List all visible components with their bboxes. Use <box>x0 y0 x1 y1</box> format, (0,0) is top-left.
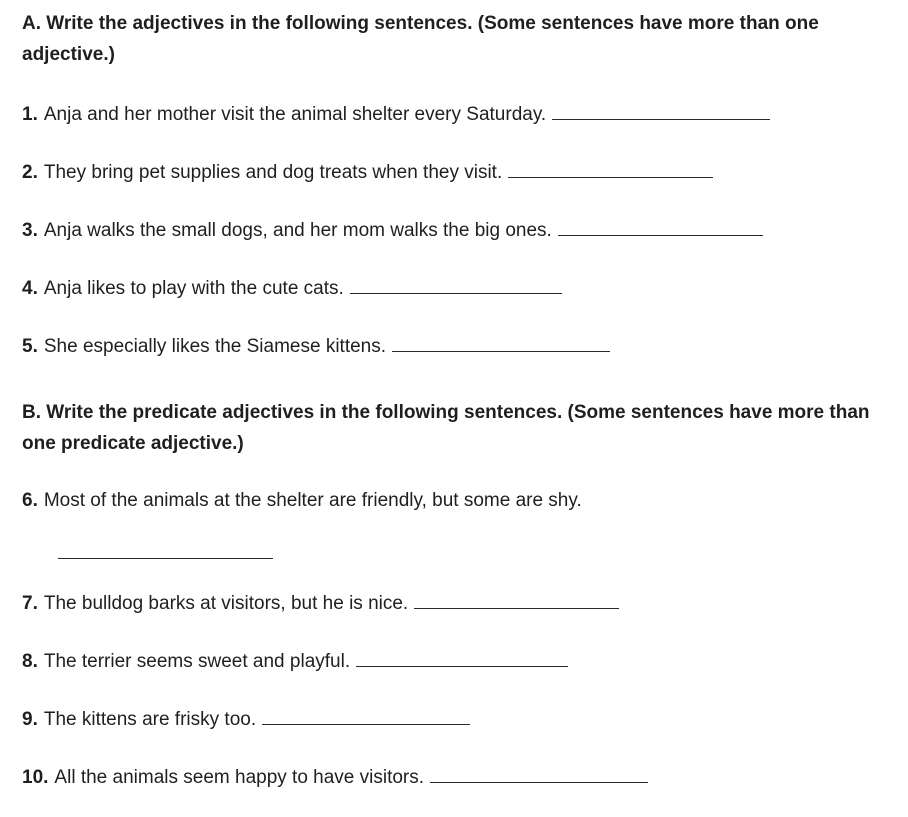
question-text: Anja likes to play with the cute cats. <box>43 278 344 299</box>
question-number: 8. <box>22 651 38 672</box>
question-10 <box>22 766 648 790</box>
answer-blank[interactable] <box>58 558 273 559</box>
question-text: Anja walks the small dogs, and her mom walks the big ones. <box>43 220 552 241</box>
question-number: 10. <box>22 767 49 788</box>
question-number: 5. <box>22 336 38 357</box>
question-2 <box>22 161 713 185</box>
answer-blank[interactable] <box>414 592 619 609</box>
question-number: 4. <box>22 278 38 299</box>
answer-blank[interactable] <box>350 277 562 294</box>
question-8 <box>22 650 568 674</box>
question-1 <box>22 103 770 127</box>
question-number: 2. <box>22 162 38 183</box>
question-5 <box>22 335 610 359</box>
answer-blank[interactable] <box>558 219 763 236</box>
question-number: 9. <box>22 709 38 730</box>
question-7 <box>22 592 619 616</box>
question-number: 1. <box>22 104 38 125</box>
question-number: 3. <box>22 220 38 241</box>
answer-blank[interactable] <box>508 161 713 178</box>
question-9 <box>22 708 470 732</box>
question-text: The terrier seems sweet and playful. <box>43 651 351 672</box>
question-number: 6. <box>22 490 38 511</box>
question-3 <box>22 219 763 243</box>
question-6 <box>22 489 582 513</box>
question-text: They bring pet supplies and dog treats when they visit. <box>43 162 503 183</box>
question-text: The kittens are frisky too. <box>43 709 257 730</box>
question-text: Anja and her mother visit the animal shelter every Saturday. <box>43 104 547 125</box>
answer-blank[interactable] <box>552 103 770 120</box>
question-text: Most of the animals at the shelter are friendly, but some are shy. <box>43 490 582 511</box>
question-text: The bulldog barks at visitors, but he is nice. <box>43 593 409 614</box>
section-a-instruction: A. Write the adjectives in the following sentences. (Some sentences have more than one adjective.) <box>22 13 819 65</box>
answer-blank[interactable] <box>262 708 470 725</box>
question-number: 7. <box>22 593 38 614</box>
answer-blank[interactable] <box>392 335 610 352</box>
question-text: She especially likes the Siamese kittens. <box>43 336 387 357</box>
answer-blank[interactable] <box>356 650 568 667</box>
answer-blank[interactable] <box>430 766 648 783</box>
question-text: All the animals seem happy to have visitors. <box>54 767 425 788</box>
section-b-instruction: B. Write the predicate adjectives in the following sentences. (Some sentences have more than one predicate adjective.) <box>22 402 870 454</box>
question-4 <box>22 277 562 301</box>
